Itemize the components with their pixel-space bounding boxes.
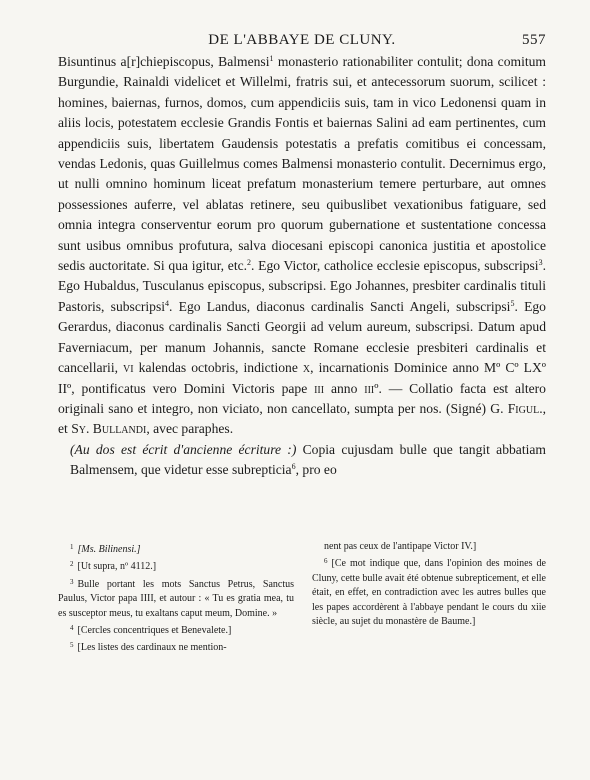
text-run: . Ego Victor, catholice ecclesie episcopus, subscripsi [251, 258, 539, 274]
text-run: , pro eo [295, 462, 337, 478]
footnote-text: [Les listes des cardinaux ne mention- [77, 642, 227, 654]
paragraph-endorsement [58, 440, 546, 481]
signer-name: Sy. Bullandi [71, 421, 147, 437]
text-run: , avec paraphes. [146, 421, 234, 437]
footnote-ref: 4 [165, 298, 170, 308]
footnote-1 [58, 540, 294, 557]
footnote-6 [312, 554, 546, 629]
running-header [58, 32, 546, 50]
footnote-text: [Ms. Bilinensi.] [77, 544, 141, 555]
footnotes-right-column [312, 540, 546, 629]
text-run: . Ego Landus, diaconus cardinalis Sancti Angeli, subscripsi [169, 298, 511, 314]
date-numeral: Mº Cº LXº IIº [58, 360, 546, 396]
footnote-number: 2 [70, 560, 74, 569]
text-run: , et [58, 400, 546, 437]
text-run: kalendas octobris, indictione [133, 360, 303, 376]
roman-numeral: x [302, 360, 311, 376]
roman-numeral: iii [314, 380, 325, 396]
footnote-text: Bulle portant les mots Sanctus Petrus, Sanctus Paulus, Victor papa IIII, et autour : « Tu es gratia mea, tu es susceptor meus, tu exaltans caput meum, Domine. » [58, 578, 294, 619]
text-run: . Ego Gerardus, diaconus cardinalis Sancti Georgii ad velum aureum, subscripsi. Datum apud Faverniacum, per manum Johannis, sancte Romane ecclesie presbiteri cardinalis et cancellarii, [58, 298, 546, 376]
footnote-2 [58, 557, 294, 574]
italic-note: (Au dos est écrit d'ancienne écriture :) [70, 441, 297, 457]
footnote-text: nent pas ceux de l'antipape Victor IV.] [324, 541, 477, 552]
text-run: , incarnationis Dominice anno [310, 360, 484, 376]
text-run: anno [324, 380, 365, 396]
text-run: . Ego Hubaldus, Tusculanus episcopus, subscripsi. Ego Johannes, presbiter cardinalis tituli Pastoris, subscripsi [58, 258, 546, 314]
footnote-ref: 3 [538, 258, 543, 268]
footnote-4 [58, 621, 294, 638]
footnote-text: [Ut supra, nº 4112.] [77, 561, 157, 573]
footnote-text: [Ce mot indique que, dans l'opinion des moines de Cluny, cette bulle avait été obtenue subrepticement, et elle était, en effet, en contradiction avec les autres bulles que les papes accordèrent à l'abbaye pendant le cours du xiie siècle, au sujet du monastère de Baume.] [312, 558, 546, 628]
footnote-ref: 6 [291, 462, 296, 472]
footnote-ref: 2 [247, 258, 252, 268]
charter-text [58, 52, 546, 481]
footnotes-left-column [58, 540, 294, 656]
header-title: DE L'ABBAYE DE CLUNY. [208, 32, 396, 48]
text-run: monasterio rationabiliter contulit; dona comitum Burgundie, Rainaldi videlicet et Willelmi, fratris sui, et antecessorum suorum, scilicet : homines, baiernas, furnos, domos, cum appendiciis suis, tam in vico Ledonensi quam in aliis locis, potestatem ecclesie Grandis Fontis et baiernas Salini ad eam pertinentes, cum appendiciis suis, libertatem Gaudensis potestatis a prefatis comitibus ei concessam, vendas Ledonis, quas Guillelmus comes Balmensi monasterio contulit. Decernimus ergo, ut nulli omnino hominum liceat prefatum monasterium temere perturbare, aut omnes possessiones auferre, vel ablatas retinere, seu quibuslibet vexationibus fatiguare, sed omnia integra conserventur eorum pro quorum gubernatione et sustentatione concessa sunt usibus omnibus profutura, salva diocesani episcopi canonica justitia et apostolice sedis auctoritate. Si qua igitur, etc. [58, 54, 546, 274]
footnote-5 [58, 638, 294, 655]
text-run: , pontificatus vero Domini Victoris pape [71, 380, 315, 396]
roman-numeral: vi [123, 360, 134, 376]
footnote-number: 4 [70, 624, 74, 633]
footnote-number: 5 [70, 641, 74, 650]
signer-name: Figul. [507, 400, 543, 416]
footnote-number: 6 [324, 557, 328, 566]
footnote-text: [Cercles concentriques et Benevalete.] [77, 625, 232, 637]
footnote-ref: 1 [269, 54, 274, 63]
text-run: Copia cujusdam bulle que tangit abbatiam Balmensem, que videtur esse subrepticia [70, 441, 546, 478]
text-run: Bisuntinus a[r]chiepiscopus, Balmensi [58, 54, 270, 69]
roman-numeral: iiiº [364, 380, 379, 396]
footnote-ref: 5 [510, 298, 515, 308]
footnote-number: 1 [70, 543, 74, 551]
page-number: 557 [522, 32, 546, 48]
footnote-number: 3 [70, 577, 74, 586]
footnote-3 [58, 575, 294, 621]
paragraph-charter [58, 52, 546, 440]
footnote-5-continued [312, 540, 546, 554]
text-run: . — Collatio facta est altero originali sano et integro, non viciato, non cancellato, sumpta per nos. (Signé) G. [58, 380, 546, 416]
